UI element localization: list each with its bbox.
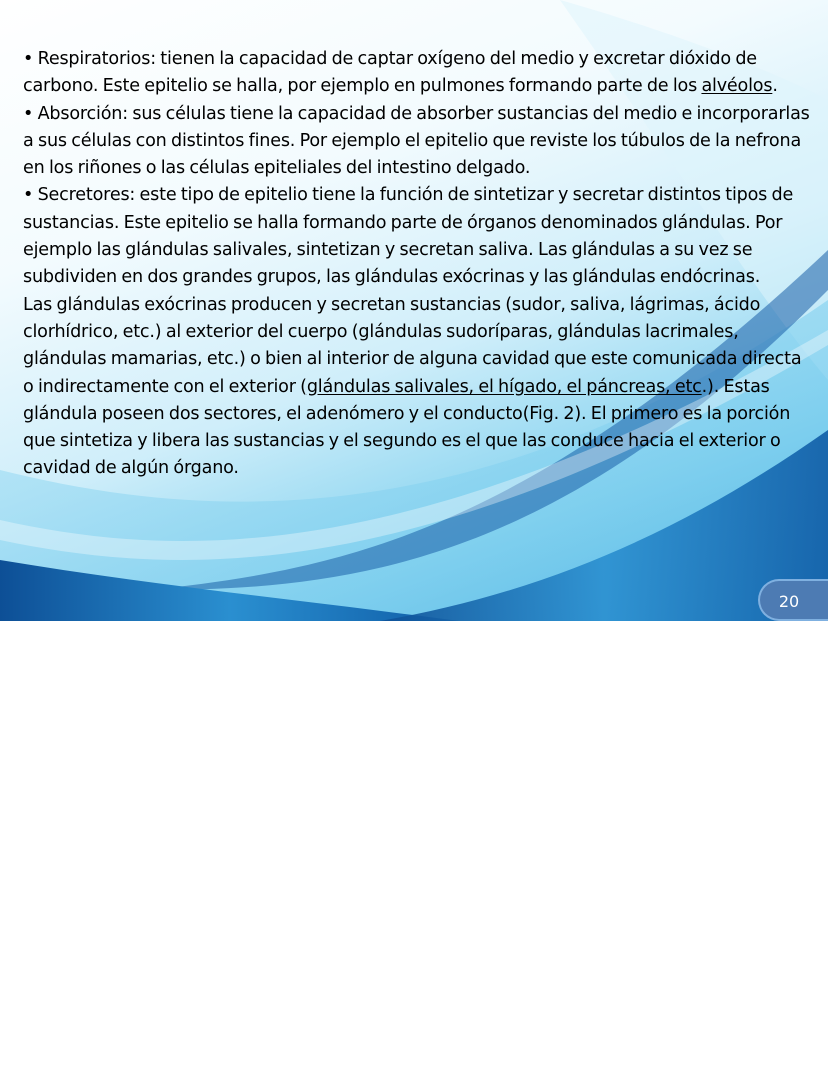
page-number-badge: 20 bbox=[758, 579, 828, 621]
bullet: • bbox=[23, 49, 34, 69]
bullet: • bbox=[23, 185, 34, 206]
paragraph-text: .). Estas glándula poseen dos sectores, el adenómero y el conducto(Fig. 2). El primero es la porción que sintetiza y libera las sustancias y el segundo es el que las conduce hacia el exterior o cavidad de algún órgano. bbox=[23, 376, 791, 479]
paragraph-respiratorios bbox=[23, 46, 813, 101]
paragraph-glandulas-exocrinas bbox=[23, 292, 813, 483]
slide-body-text bbox=[23, 46, 813, 483]
paragraph-text: Las glándulas exócrinas producen y secretan sustancias (sudor, saliva, lágrimas, ácido clorhídrico, etc.) al exterior del cuerpo (glándulas sudoríparas, glándulas lacrimales, glándulas mamarias, etc.) o bien al interior de alguna cavidad que este comunicada directa o indirectamente con el exterior ( bbox=[23, 294, 802, 397]
bullet: • bbox=[23, 103, 34, 124]
paragraph-text: Absorción: sus células tiene la capacidad de absorber sustancias del medio e incorporarlas a sus células con distintos fines. Por ejemplo el epitelio que reviste los túbulos de la nefrona en los riñones o las células epiteliales del intestino delgado. bbox=[23, 103, 810, 179]
paragraph-text: Secretores: este tipo de epitelio tiene la función de sintetizar y secretar distintos tipos de sustancias. Este epitelio se halla formando parte de órganos denominados glándulas. Por ejemplo las glándulas salivales, sintetizan y secretan saliva. Las glándulas a su vez se subdividen en dos grandes grupos, las glándulas exócrinas y las glándulas endócrinas. bbox=[23, 185, 794, 288]
link-glandulas-salivales[interactable]: glándulas salivales, el hígado, el páncreas, etc bbox=[306, 376, 702, 397]
link-alveolos[interactable]: alvéolos bbox=[701, 76, 773, 97]
paragraph-absorcion bbox=[23, 101, 813, 183]
paragraph-text: . bbox=[772, 76, 778, 97]
paragraph-text: Respiratorios: tienen la capacidad de captar oxígeno del medio y excretar dióxido de carbono. Este epitelio se halla, por ejemplo en pulmones formando parte de los bbox=[23, 49, 757, 97]
paragraph-secretores bbox=[23, 182, 813, 291]
